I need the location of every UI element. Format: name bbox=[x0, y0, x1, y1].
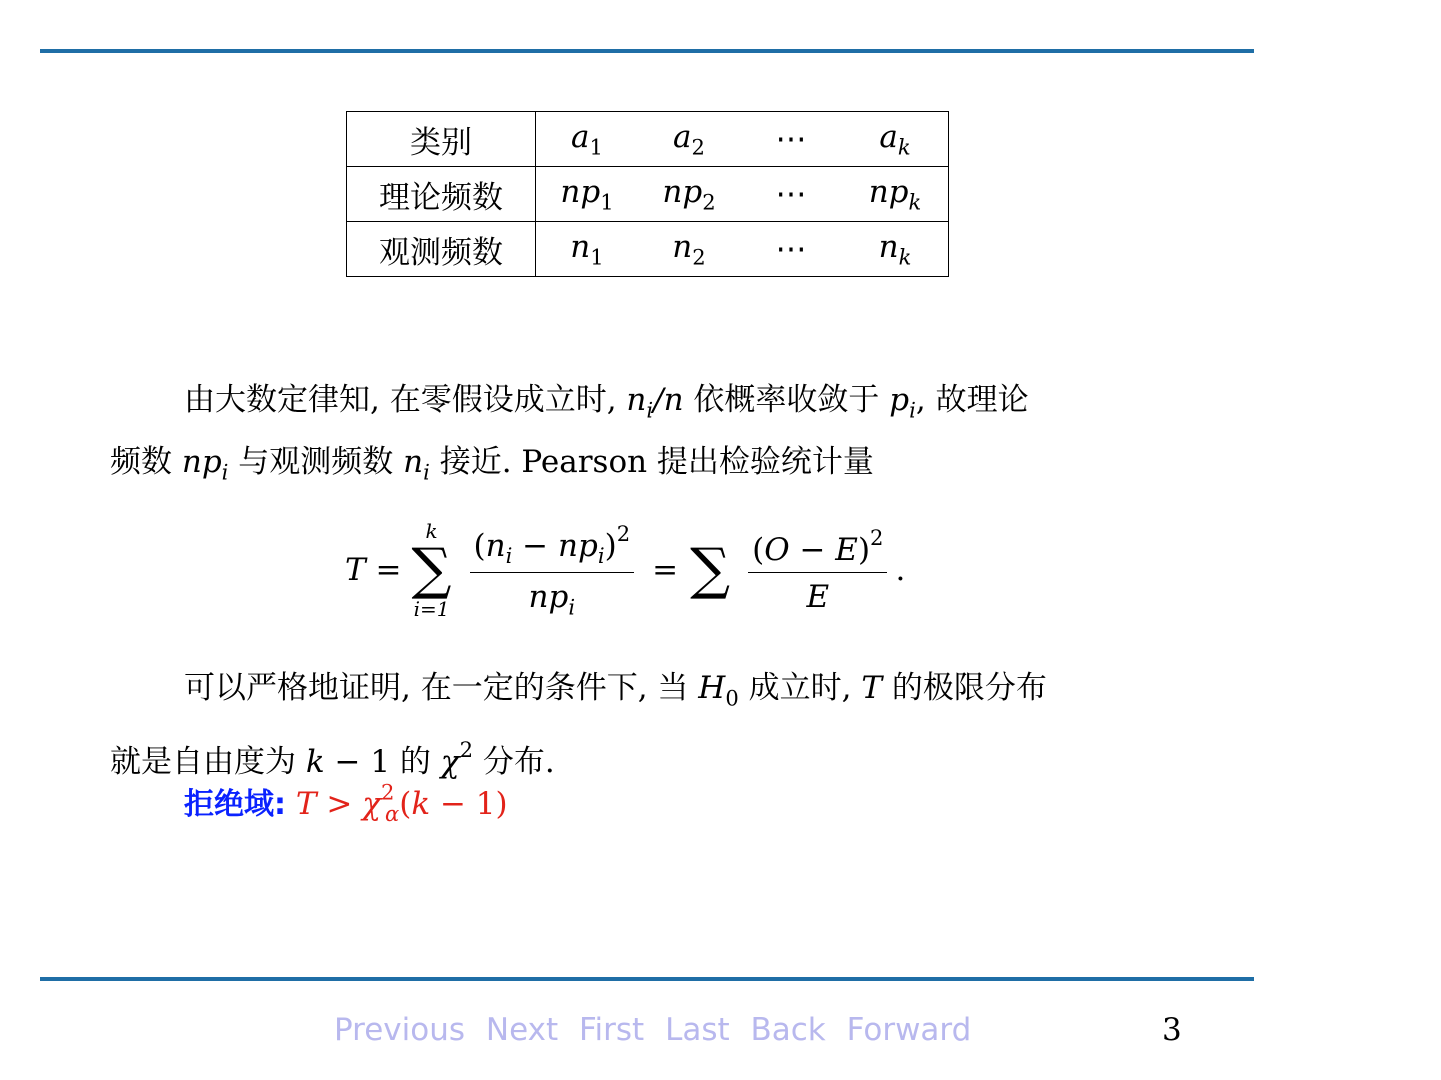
table-row bbox=[347, 222, 949, 277]
table-row bbox=[347, 167, 949, 222]
nav-last-link[interactable]: Last bbox=[665, 1012, 730, 1048]
table-cell: $a_2$ bbox=[638, 112, 740, 167]
summation: k ∑ i=1 bbox=[411, 519, 452, 621]
rejection-expression: $T > \chi^2_\alpha(k - 1)$ bbox=[295, 779, 508, 827]
nav-forward-link[interactable]: Forward bbox=[846, 1012, 972, 1048]
table-header-label: 类别 bbox=[347, 112, 536, 167]
table-cell: $n_k$ bbox=[842, 222, 949, 277]
nav-first-link[interactable]: First bbox=[578, 1012, 645, 1048]
frequency-table bbox=[346, 111, 949, 277]
table-cell: $a_1$ bbox=[536, 112, 639, 167]
paragraph-law-of-large-numbers: 由大数定律知, 在零假设成立时, $n_i/n$ 依概率收敛于 $p_i$, 故理论 频数 $np_i$ 与观测频数 $n_i$ 接近. Pearson 提出检验统计量 bbox=[110, 382, 1029, 485]
nav-previous-link[interactable]: Previous bbox=[334, 1012, 466, 1048]
nav-back-link[interactable]: Back bbox=[750, 1012, 826, 1048]
table-cell: $np_k$ bbox=[842, 167, 949, 222]
navigation-bar bbox=[334, 1012, 982, 1048]
table-cell: $np_1$ bbox=[536, 167, 639, 222]
table-row-label: 观测频数 bbox=[347, 222, 536, 277]
paragraph-limit-distribution: 可以严格地证明, 在一定的条件下, 当 $H_0$ 成立时, T 的极限分布 就是自由度为 k − 1 的 $\chi^2$ 分布. bbox=[110, 670, 1047, 781]
fraction: $\frac{(O - E)^2}{E}$ bbox=[748, 525, 887, 615]
rejection-label: 拒绝域: bbox=[184, 786, 286, 822]
top-rule bbox=[40, 49, 1254, 53]
table-cell: $n_1$ bbox=[536, 222, 639, 277]
pearson-statistic-formula: T = k ∑ i=1 $\frac{(n_i - np_i)^2}{np_i}$ = ∑ $\frac{(O - E)^2}{E}$ . bbox=[345, 519, 906, 621]
rejection-region bbox=[184, 766, 1259, 840]
fraction: $\frac{(n_i - np_i)^2}{np_i}$ bbox=[470, 521, 635, 620]
table-cell: $np_2$ bbox=[638, 167, 740, 222]
table-cell: $a_k$ bbox=[842, 112, 949, 167]
table-cell: ⋯ bbox=[740, 112, 842, 167]
table-row-label: 理论频数 bbox=[347, 167, 536, 222]
page-number: 3 bbox=[1162, 1012, 1182, 1048]
table-cell: $n_2$ bbox=[638, 222, 740, 277]
nav-next-link[interactable]: Next bbox=[485, 1012, 559, 1048]
table-cell: ⋯ bbox=[740, 167, 842, 222]
table-row bbox=[347, 112, 949, 167]
table-cell: ⋯ bbox=[740, 222, 842, 277]
bottom-rule bbox=[40, 977, 1254, 981]
